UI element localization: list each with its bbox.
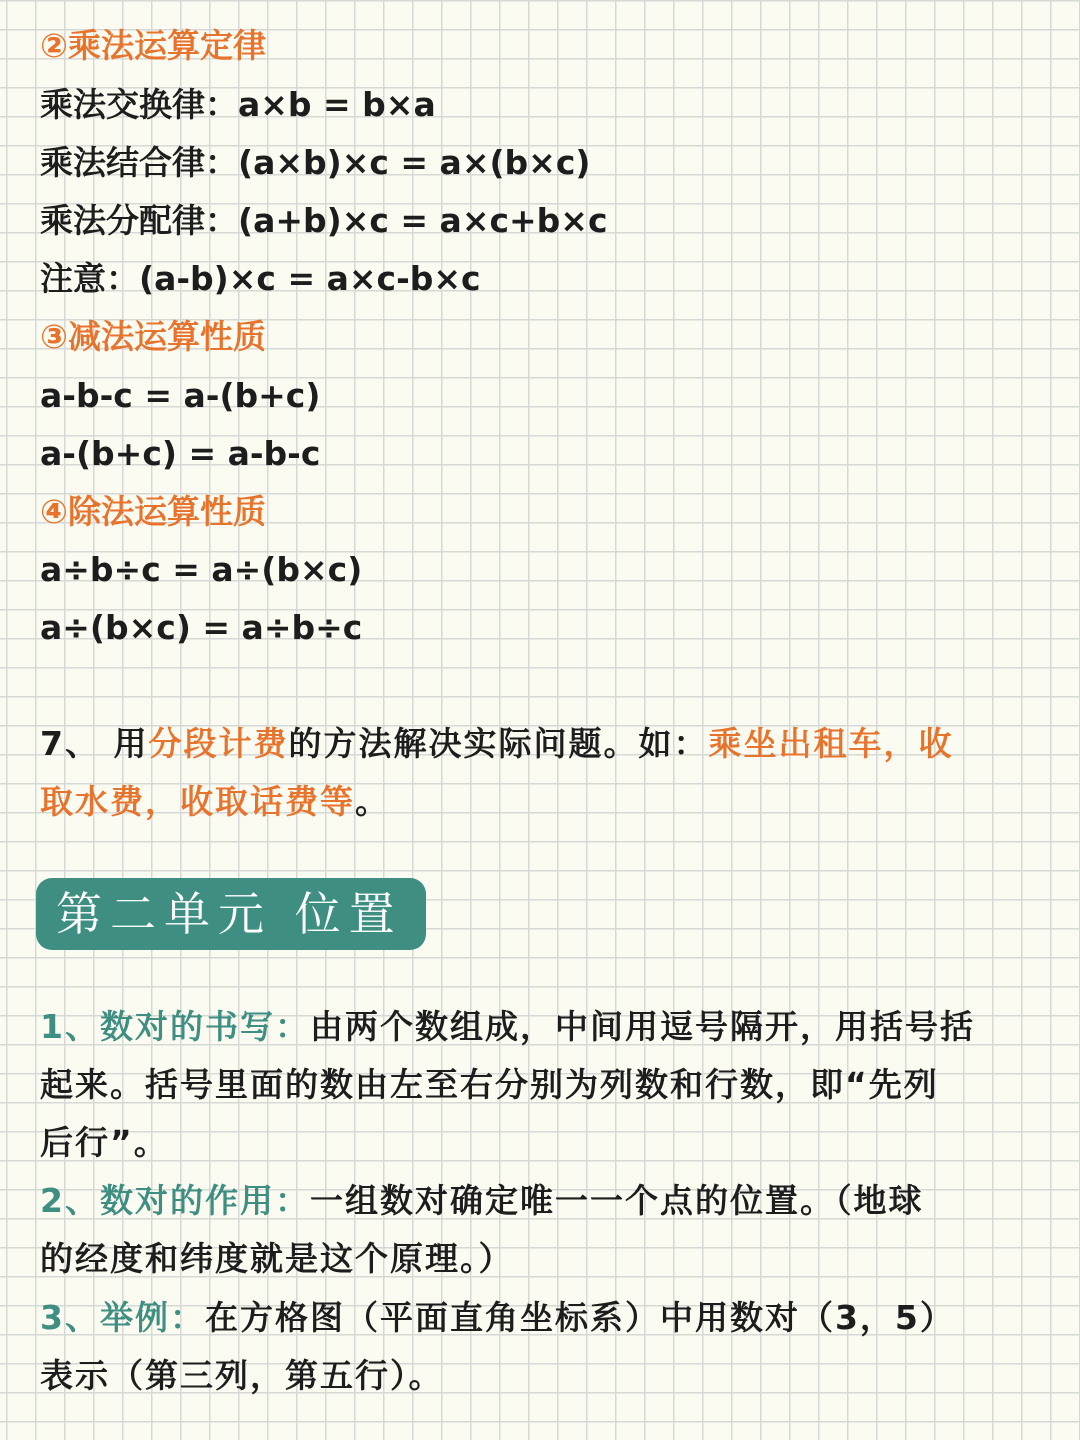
division-property-line-2: a÷(b×c) = a÷b÷c — [40, 608, 363, 647]
unit2-item-3-label: 3、举例： — [40, 1298, 205, 1337]
distributive-law-line: 乘法分配律：(a+b)×c = a×c+b×c — [40, 201, 608, 240]
unit2-item-1-label: 1、数对的书写： — [40, 1007, 310, 1046]
item-7-line-1 — [40, 722, 953, 766]
unit2-item-2-line-1 — [40, 1179, 923, 1223]
item-7-examples-part-2: 取水费，收取话费等 — [40, 782, 355, 821]
item-7-highlight-term: 分段计费 — [148, 724, 289, 763]
item-7-prefix: 7、 用 — [40, 724, 149, 763]
unit-title-banner: 第二单元 位置 — [36, 878, 426, 950]
section-heading-subtraction-properties: ③减法运算性质 — [40, 317, 266, 356]
unit2-item-3-line-1 — [40, 1296, 955, 1340]
commutative-law-line: 乘法交换律：a×b = b×a — [40, 85, 436, 124]
unit2-item-3-line-2: 表示（第三列，第五行）。 — [40, 1356, 444, 1395]
note-line: 注意：(a-b)×c = a×c-b×c — [40, 259, 481, 298]
unit2-item-1-line-2: 起来。括号里面的数由左至右分别为列数和行数，即“先列 — [40, 1065, 939, 1104]
unit2-item-2-text-a: 一组数对确定唯一一个点的位置。（地球 — [309, 1181, 924, 1220]
unit2-item-1-line-3: 后行”。 — [40, 1123, 169, 1162]
section-heading-division-properties: ④除法运算性质 — [40, 492, 266, 531]
subtraction-property-line-1: a-b-c = a-(b+c) — [40, 376, 321, 415]
item-7-text: 的方法解决实际问题。如： — [288, 724, 709, 763]
unit2-item-3-text-a: 在方格图（平面直角坐标系）中用数对（3，5） — [204, 1298, 955, 1337]
item-7-end-punct: 。 — [355, 782, 390, 821]
item-7-examples-part-1: 乘坐出租车，收 — [708, 724, 954, 763]
unit2-item-2-line-2: 的经度和纬度就是这个原理。） — [40, 1239, 514, 1278]
unit2-item-1-line-1 — [40, 1005, 975, 1049]
subtraction-property-line-2: a-(b+c) = a-b-c — [40, 434, 321, 473]
unit2-item-1-text-a: 由两个数组成，中间用逗号隔开，用括号括 — [309, 1007, 975, 1046]
unit2-item-2-label: 2、数对的作用： — [40, 1181, 310, 1220]
division-property-line-1: a÷b÷c = a÷(b×c) — [40, 550, 363, 589]
associative-law-line: 乘法结合律：(a×b)×c = a×(b×c) — [40, 143, 591, 182]
item-7-line-2 — [40, 780, 390, 824]
section-heading-multiplication-laws: ②乘法运算定律 — [40, 26, 266, 65]
